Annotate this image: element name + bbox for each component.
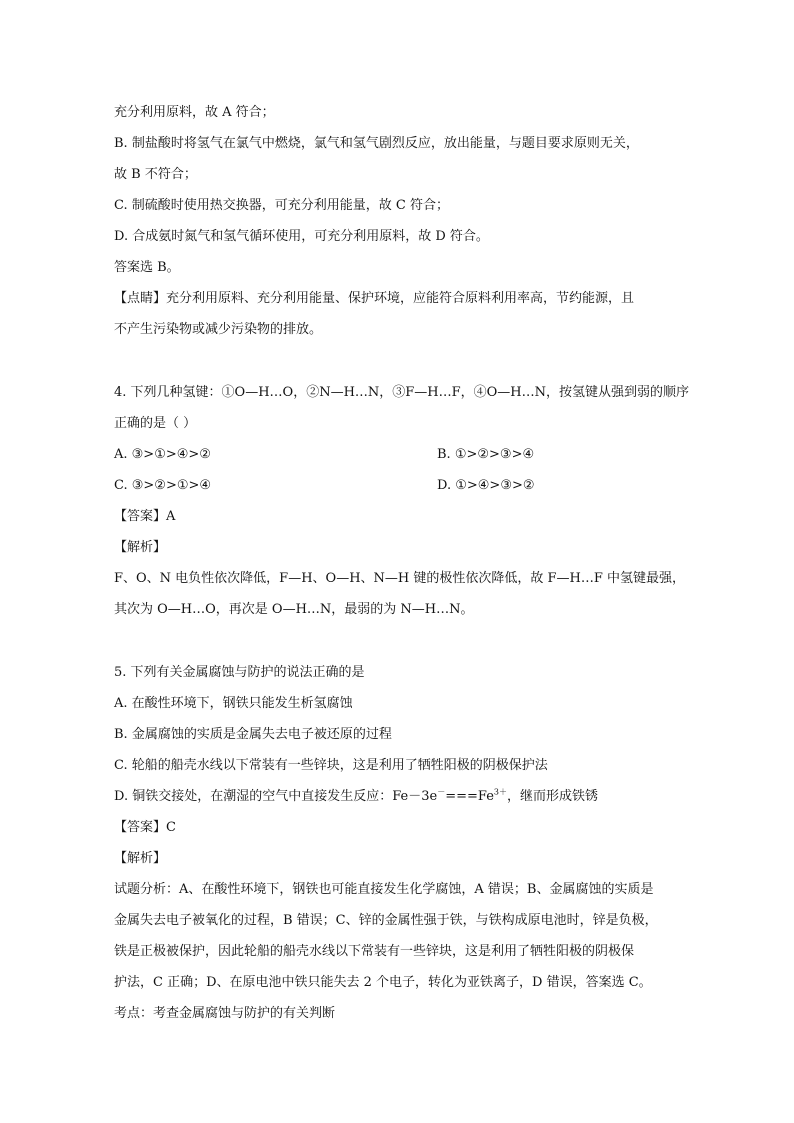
q4-analysis-line-1: F、O、N 电负性依次降低，F—H、O—H、N—H 键的极性依次降低，故 F—H…F 中氢键最强， (114, 571, 686, 586)
prev-line-1: 充分利用原料，故 A 符合； (114, 105, 275, 120)
q4-answer: 【答案】A (114, 509, 176, 524)
q5-option-d-superscript-2: 3＋ (493, 787, 507, 797)
q5-option-d-text-1: D. 铜铁交接处，在潮湿的空气中直接发生反应：Fe－3e (114, 789, 438, 804)
prev-option-b-line-1: B. 制盐酸时将氢气在氯气中燃烧，氯气和氢气剧烈反应，放出能量，与题目要求原则无关， (114, 136, 639, 151)
q4-analysis-line-2: 其次为 O—H…O，再次是 O—H…N，最弱的为 N—H…N。 (114, 602, 474, 617)
q5-stem: 5. 下列有关金属腐蚀与防护的说法正确的是 (114, 665, 365, 680)
q4-option-b: B. ①>②>③>④ (437, 447, 535, 462)
q5-analysis-line-4: 护法，C 正确；D、在原电池中铁只能失去 2 个电子，转化为亚铁离子，D 错误，答案选 C。 (114, 975, 652, 990)
q4-stem-line-2: 正确的是（ ） (114, 416, 197, 431)
prev-option-d: D. 合成氨时氮气和氢气循环使用，可充分利用原料，故 D 符合。 (114, 229, 489, 244)
q4-option-c: C. ③>②>①>④ (114, 478, 212, 493)
q5-option-a: A. 在酸性环境下，钢铁只能发生析氢腐蚀 (114, 696, 353, 711)
q5-analysis-heading: 【解析】 (114, 851, 167, 866)
q4-option-d: D. ①>④>③>② (437, 478, 535, 493)
q5-option-d-superscript-1: － (437, 787, 446, 797)
q5-answer: 【答案】C (114, 820, 176, 835)
q4-stem-line-1: 4. 下列几种氢键：①O—H…O，②N—H…N，③F—H…F，④O—H…N，按氢键从强到弱的顺序 (114, 385, 690, 400)
prev-key-point-line-2: 不产生污染物或减少污染物的排放。 (114, 322, 323, 337)
q4-option-a: A. ③>①>④>② (114, 447, 211, 462)
q5-option-b: B. 金属腐蚀的实质是金属失去电子被还原的过程 (114, 727, 392, 742)
prev-option-c: C. 制硫酸时使用热交换器，可充分利用能量，故 C 符合； (114, 198, 449, 213)
q5-analysis-line-2: 金属失去电子被氧化的过程，B 错误；C、锌的金属性强于铁，与铁构成原电池时，锌是负极， (114, 913, 658, 928)
q5-test-point: 考点：考查金属腐蚀与防护的有关判断 (114, 1006, 336, 1021)
prev-answer: 答案选 B。 (114, 260, 180, 275)
prev-option-b-line-2: 故 B 不符合； (114, 167, 197, 182)
prev-key-point-line-1: 【点睛】充分利用原料、充分利用能量、保护环境，应能符合原料利用率高，节约能源，且 (114, 291, 635, 306)
q5-option-d (114, 788, 598, 806)
q5-option-c: C. 轮船的船壳水线以下常装有一些锌块，这是利用了牺牲阳极的阴极保护法 (114, 758, 548, 773)
q5-option-d-text-3: ，继而形成铁锈 (506, 789, 598, 804)
q5-analysis-line-1: 试题分析：A、在酸性环境下，钢铁也可能直接发生化学腐蚀，A 错误；B、金属腐蚀的实质是 (114, 882, 654, 897)
q5-option-d-text-2: ===Fe (445, 789, 494, 804)
q5-analysis-line-3: 铁是正极被保护，因此轮船的船壳水线以下常装有一些锌块，这是利用了牺牲阳极的阴极保 (114, 944, 635, 959)
q4-analysis-heading: 【解析】 (114, 540, 167, 555)
